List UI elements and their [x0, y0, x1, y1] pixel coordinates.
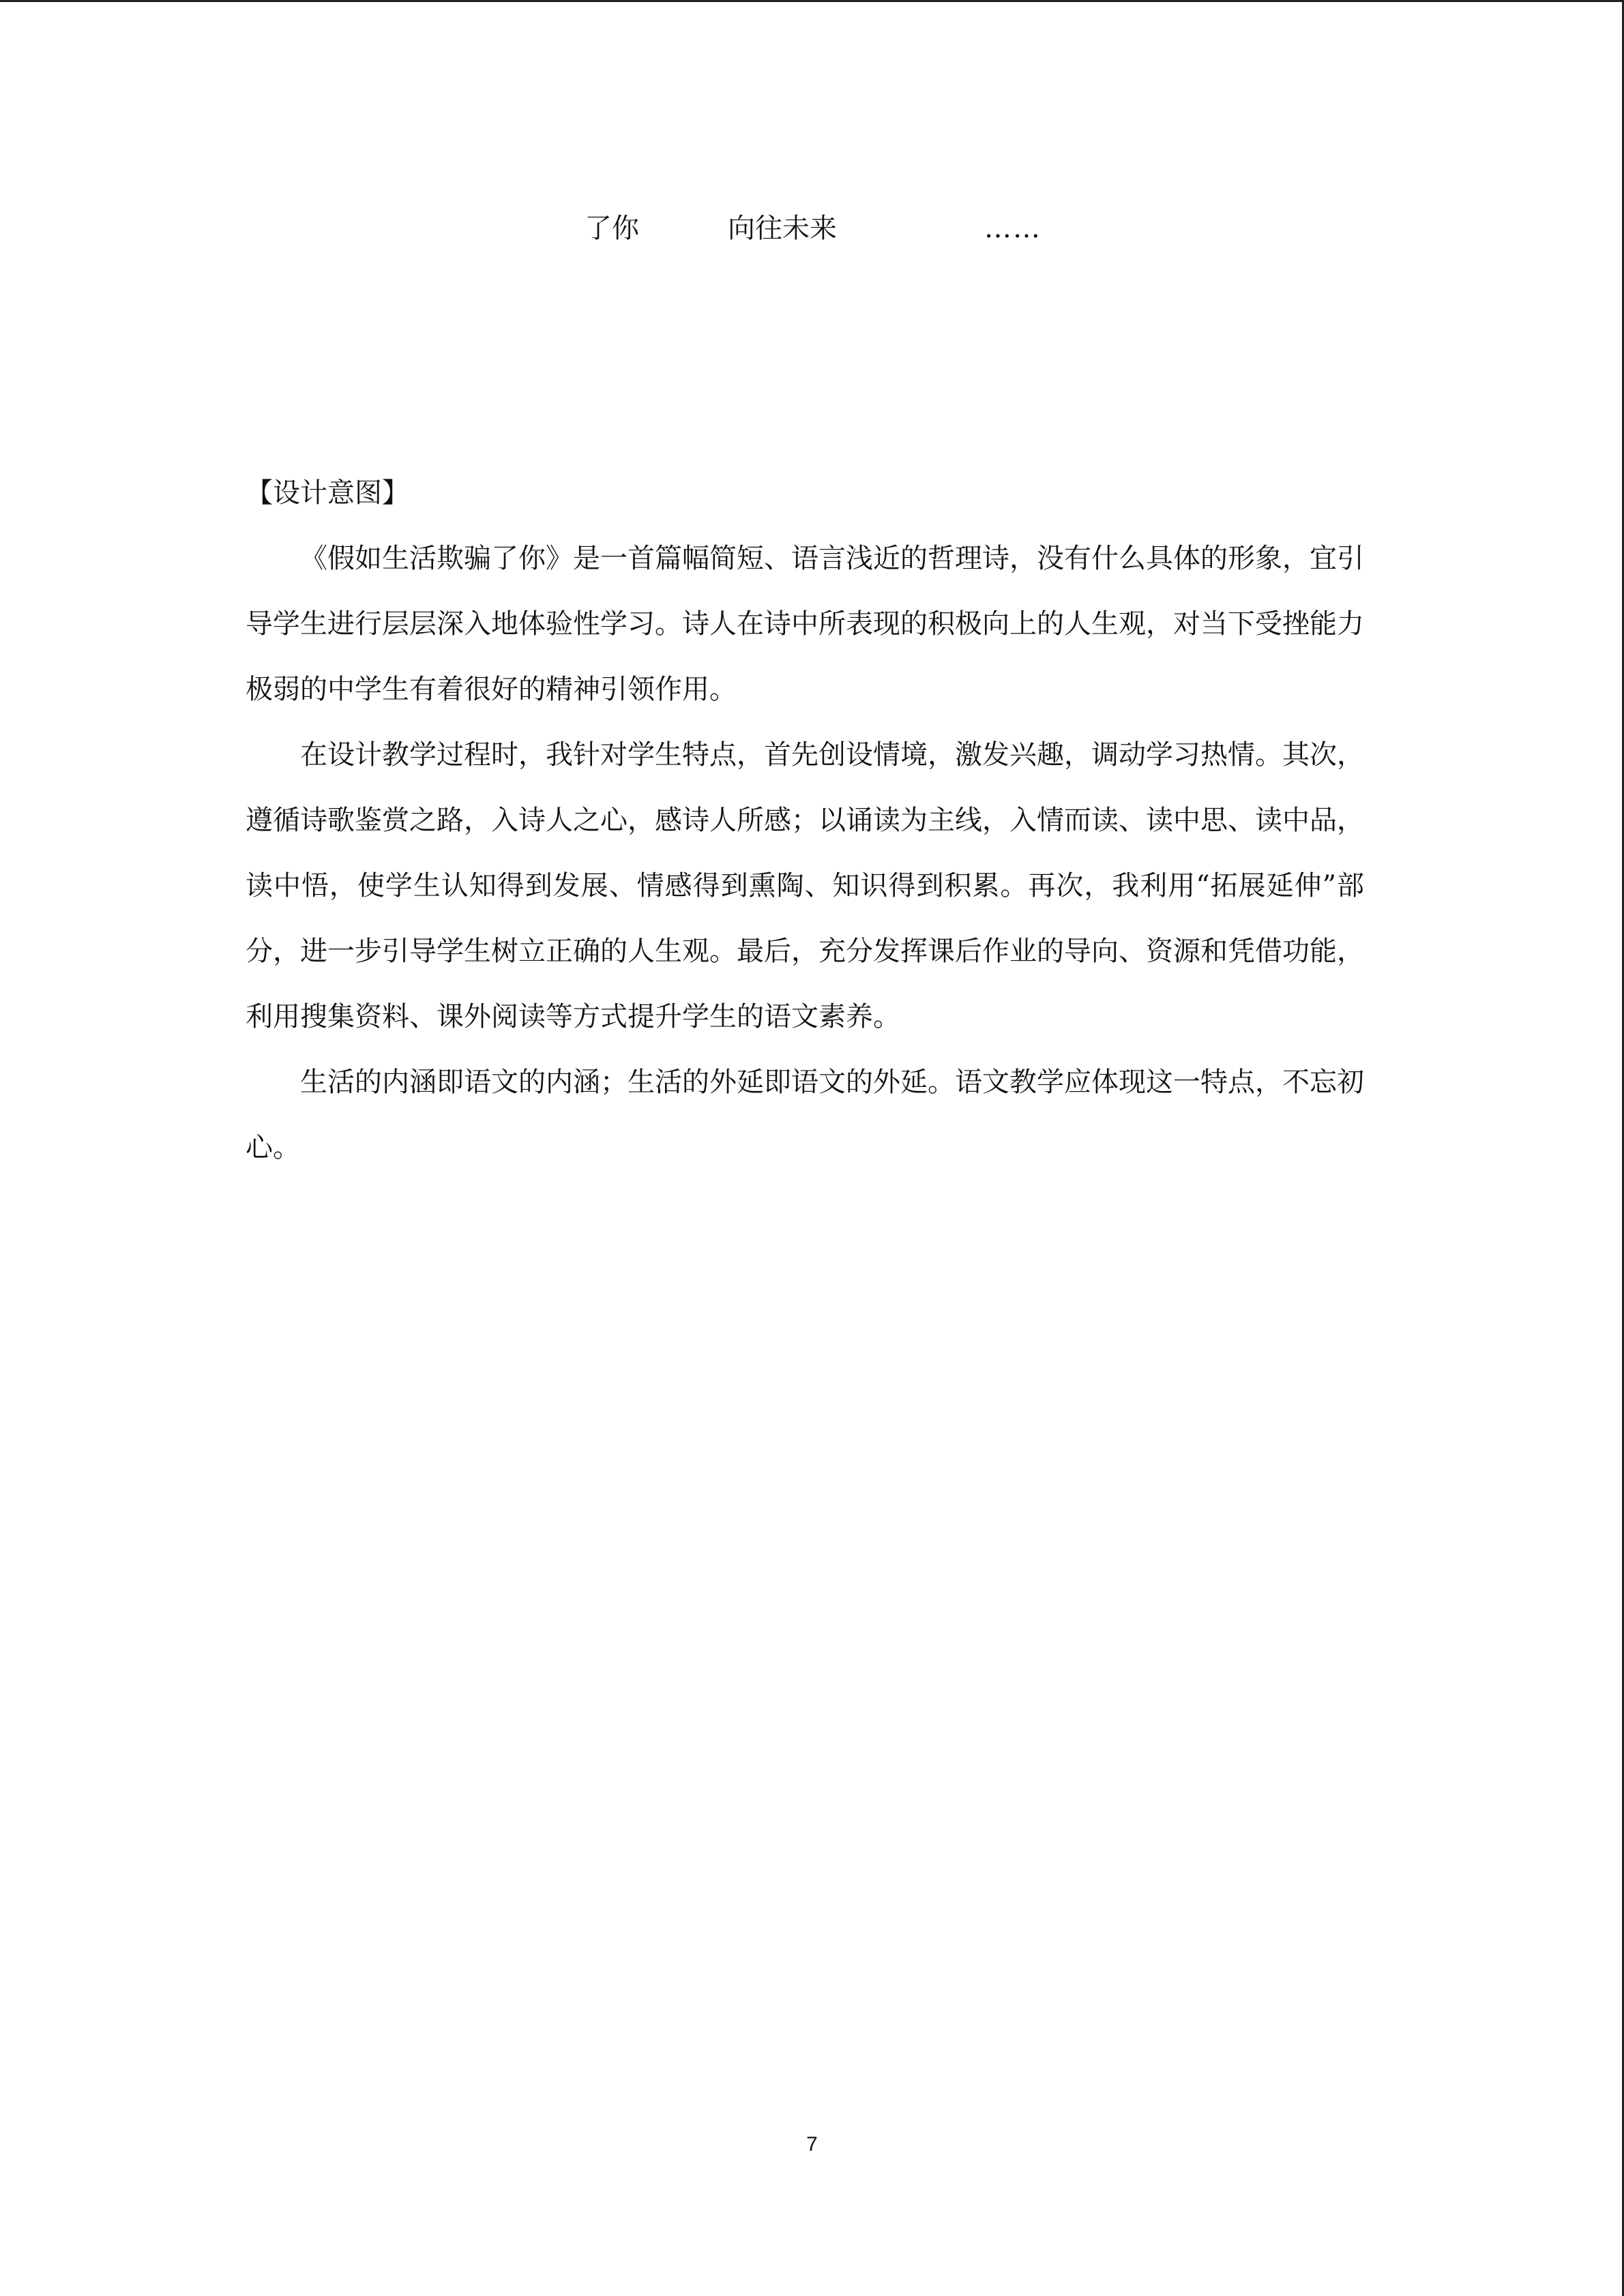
- design-intent-section: [246, 460, 1364, 1180]
- board-design-fragment-line: [0, 205, 1624, 252]
- paragraph: 生活的内涵即语文的内涵；生活的外延即语文的外延。语文教学应体现这一特点，不忘初心。: [246, 1067, 1364, 1163]
- paragraph: 《假如生活欺骗了你》是一首篇幅简短、语言浅近的哲理诗，没有什么具体的形象，宜引导学生进行层层深入地体验性学习。诗人在诗中所表现的积极向上的人生观，对当下受挫能力极弱的中学生有着很好的精神引领作用。: [246, 543, 1364, 705]
- page-border-top: [0, 0, 1624, 2]
- fragment-text: 了你: [585, 213, 639, 244]
- fragment-text: 向往未来: [728, 213, 837, 244]
- paragraph: 在设计教学过程时，我针对学生特点，首先创设情境，激发兴趣，调动学习热情。其次，遵循诗歌鉴赏之路，入诗人之心，感诗人所感；以诵读为主线，入情而读、读中思、读中品，读中悟，使学生认知得到发展、情感得到熏陶、知识得到积累。再次，我利用“拓展延伸”部分，进一步引导学生树立正确的人生观。最后，充分发挥课后作业的导向、资源和凭借功能，利用搜集资料、课外阅读等方式提升学生的语文素养。: [246, 739, 1364, 1032]
- page-number: 7: [806, 2133, 818, 2156]
- ellipsis-text: ……: [984, 213, 1042, 244]
- section-heading: 【设计意图】: [246, 477, 409, 509]
